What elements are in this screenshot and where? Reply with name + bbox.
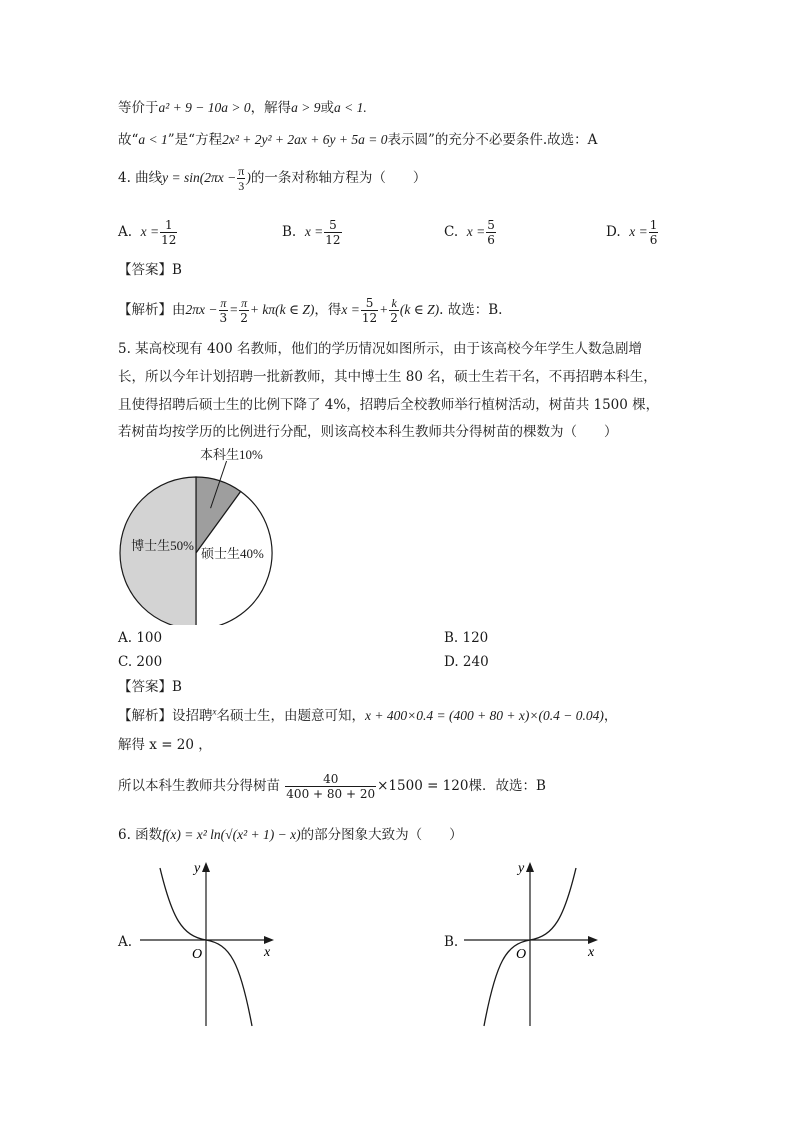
expr: (k ∈ Z) — [399, 302, 440, 317]
text: 名硕士生，由题意可知， — [216, 708, 365, 724]
text: 由 — [172, 302, 186, 318]
q5-analysis-line-2: 解得 x = 20 ， — [118, 737, 212, 753]
expr: x = — [341, 302, 360, 317]
fraction — [324, 218, 341, 247]
denominator: 2 — [240, 311, 248, 325]
text: 的部分图象大致为（ ） — [300, 827, 463, 843]
q6-stem — [118, 825, 463, 845]
q6-option-b-label: B. — [444, 934, 459, 950]
q5-line-4: 若树苗均按学历的比例进行分配，则该高校本科生教师共分得树苗的棵数为（ ） — [118, 424, 618, 440]
q5-option-a: A. 100 — [118, 630, 163, 646]
y-label: y — [194, 861, 201, 876]
numerator: 40 — [285, 772, 376, 787]
expr: ) — [246, 170, 251, 185]
q4-answer: 【答案】B — [118, 262, 182, 278]
option-expr: x = — [304, 224, 324, 239]
q4-option-d — [606, 218, 659, 247]
y-axis-arrow — [202, 862, 210, 872]
numerator: π — [220, 296, 227, 310]
origin-label: O — [192, 947, 203, 962]
q6-graph-a — [140, 858, 280, 1028]
function-expr: f(x) = x² ln(√(x² + 1) − x) — [162, 827, 301, 842]
fraction — [219, 296, 229, 325]
line-2 — [118, 130, 597, 150]
q4-option-c — [444, 218, 497, 247]
expr: y = sin(2πx − — [162, 170, 237, 185]
analysis-head: 【解析】 — [118, 302, 172, 318]
fraction — [486, 218, 496, 247]
text: ，得 — [314, 302, 342, 318]
text: ，解得 — [250, 100, 292, 116]
text: 设招聘 — [172, 708, 213, 724]
option-label: C. — [444, 224, 459, 240]
question-number: 4. 曲线 — [118, 170, 163, 186]
pie-svg — [116, 445, 286, 625]
numerator: 5 — [324, 218, 341, 233]
q5-analysis-line-3 — [118, 772, 546, 801]
text: 或 — [320, 100, 335, 116]
x-label: x — [588, 945, 595, 960]
q4-analysis — [118, 296, 502, 325]
numerator: 1 — [160, 218, 177, 233]
denominator: 2 — [390, 311, 398, 325]
fraction — [389, 296, 399, 325]
q4-stem — [118, 164, 426, 193]
option-expr: x = — [466, 224, 486, 239]
condition-1: a > 9 — [291, 100, 321, 115]
denominator: 3 — [238, 179, 245, 193]
denominator: 400 + 80 + 20 — [286, 787, 376, 801]
question-number: 6. 函数 — [118, 827, 163, 843]
text: 等价于 — [118, 100, 159, 116]
option-label: B. — [282, 224, 297, 240]
fraction — [361, 296, 378, 325]
q5-answer: 【答案】B — [118, 679, 182, 695]
text: . 故选：B. — [439, 302, 503, 318]
option-expr: x = — [140, 224, 160, 239]
education-pie-chart — [116, 445, 286, 625]
q6-option-a-label: A. — [118, 934, 133, 950]
q4-option-a — [118, 218, 178, 247]
option-expr: x = — [629, 224, 648, 239]
numerator: 1 — [649, 218, 658, 232]
denominator: 12 — [325, 233, 341, 247]
text: ”是“方程 — [167, 132, 223, 148]
denominator: 12 — [161, 233, 177, 247]
variable: x — [212, 706, 217, 717]
condition: a < 1 — [138, 132, 168, 147]
text: 故“ — [118, 132, 139, 148]
q5-line-1: 5. 某高校现有 400 名教师，他们的学历情况如图所示，由于该高校今年学生人数急剧增 — [118, 341, 643, 357]
q5-option-b: B. 120 — [444, 630, 489, 646]
expr: = — [229, 302, 239, 317]
inequality: a² + 9 − 10a > 0 — [158, 100, 251, 115]
y-axis-arrow — [526, 862, 534, 872]
numerator: k — [389, 296, 399, 311]
pie-label-0: 本科生10% — [200, 447, 263, 462]
text: 所以本科生教师共分得树苗 — [118, 778, 280, 794]
condition-2: a < 1. — [334, 100, 367, 115]
fraction — [649, 218, 659, 247]
denominator: 3 — [219, 311, 228, 325]
x-axis-arrow — [264, 936, 274, 944]
q5-line-2: 长，所以今年计划招聘一批新教师，其中博士生 80 名，硕士生若干名，不再招聘本科生， — [118, 369, 657, 385]
expr: + — [379, 302, 389, 317]
numerator: 5 — [487, 218, 495, 232]
fraction — [285, 772, 376, 801]
fraction — [237, 164, 245, 193]
text: 的一条对称轴方程为（ ） — [250, 170, 427, 186]
q5-option-d: D. 240 — [444, 654, 489, 670]
pie-label-1: 硕士生40% — [201, 546, 264, 561]
equation: x + 400×0.4 = (400 + 80 + x)×(0.4 − 0.04) — [365, 708, 604, 723]
numerator: 5 — [361, 296, 378, 311]
fraction — [160, 218, 177, 247]
x-axis-arrow — [588, 936, 598, 944]
option-label: A. — [118, 224, 133, 240]
q6-graph-b — [464, 858, 604, 1028]
denominator: 6 — [649, 233, 658, 247]
line-1 — [118, 98, 367, 118]
q4-option-b — [282, 218, 343, 247]
numerator: π — [241, 296, 248, 310]
fraction — [239, 296, 249, 325]
text: ， — [603, 708, 618, 724]
numerator: π — [238, 164, 245, 178]
q5-option-c: C. 200 — [118, 654, 163, 670]
origin-label: O — [516, 947, 527, 962]
analysis-head: 【解析】 — [118, 708, 172, 724]
expr: + kπ(k ∈ Z) — [249, 302, 315, 317]
denominator: 12 — [361, 311, 378, 325]
denominator: 6 — [487, 233, 495, 247]
q5-line-3: 且使得招聘后硕士生的比例下降了 4%，招聘后全校教师举行植树活动，树苗共 1500 棵， — [118, 397, 660, 413]
expr: 2πx − — [185, 302, 218, 317]
y-label: y — [518, 861, 525, 876]
text: 表示圆”的充分不必要条件.故选：A — [387, 132, 598, 148]
pie-label-2: 博士生50% — [131, 538, 194, 553]
option-label: D. — [606, 224, 621, 240]
x-label: x — [264, 945, 271, 960]
q5-analysis-line-1 — [118, 706, 617, 726]
text: ×1500 = 120棵．故选：B — [377, 778, 546, 794]
circle-equation: 2x² + 2y² + 2ax + 6y + 5a = 0 — [222, 132, 388, 147]
